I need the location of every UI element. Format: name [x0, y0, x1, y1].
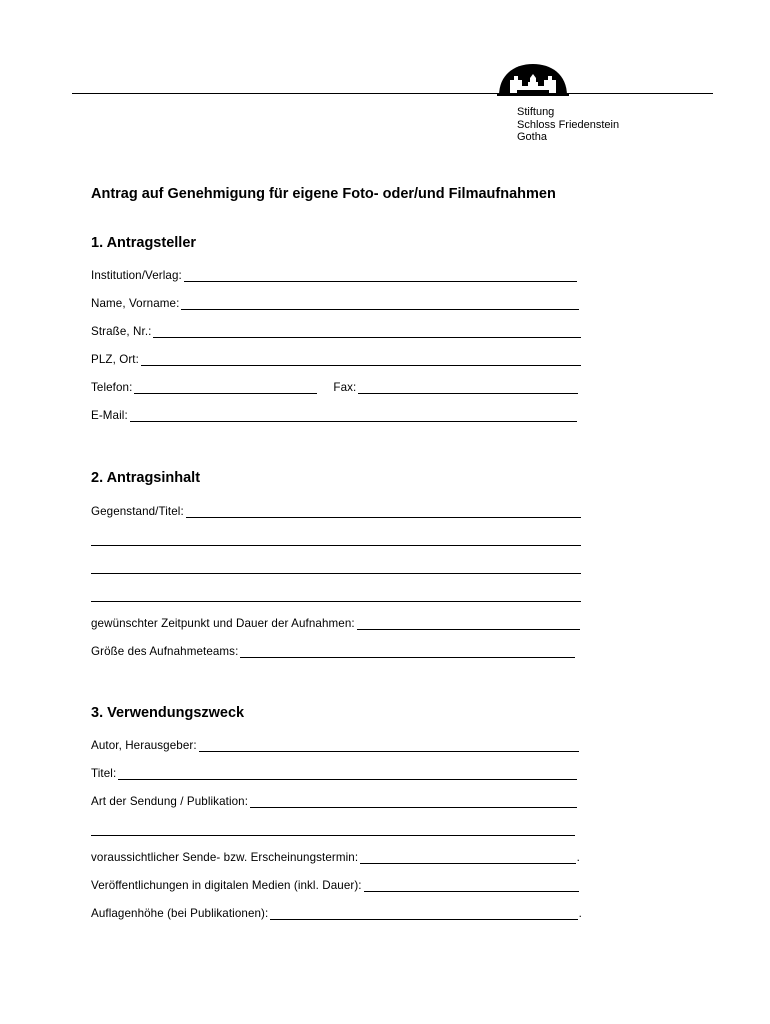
fax-blank[interactable]: [358, 381, 578, 394]
castle-logo-icon: [497, 62, 569, 96]
institution-blank[interactable]: [184, 269, 577, 282]
section-heading-purpose: 3. Verwendungszweck: [91, 705, 245, 721]
team-size-blank[interactable]: [240, 645, 575, 658]
document-title: Antrag auf Genehmigung für eigene Foto- oder/und Filmaufnahmen: [91, 186, 556, 202]
subject-label: Gegenstand/Titel:: [91, 505, 184, 518]
title-label: Titel:: [91, 767, 117, 780]
phone-label: Telefon:: [91, 381, 133, 394]
digital-media-label: Veröffentlichungen in digitalen Medien (inkl. Dauer):: [91, 879, 362, 892]
name-field[interactable]: [91, 294, 579, 310]
logo-line-1: Stiftung: [517, 106, 555, 118]
subject-continuation-2[interactable]: [91, 558, 581, 574]
circulation-terminator: .: [578, 907, 582, 920]
title-field[interactable]: [91, 764, 577, 780]
time-duration-blank[interactable]: [357, 617, 580, 630]
digital-media-blank[interactable]: [364, 879, 579, 892]
institution-label: Institution/Verlag:: [91, 269, 182, 282]
city-field[interactable]: [91, 350, 581, 366]
section-heading-content: 2. Antragsinhalt: [91, 470, 201, 486]
publication-type-continuation[interactable]: [91, 820, 575, 836]
release-date-field[interactable]: [91, 848, 580, 864]
author-blank[interactable]: [199, 739, 579, 752]
street-label: Straße, Nr.:: [91, 325, 152, 338]
subject-blank-3[interactable]: [91, 561, 581, 574]
logo-wordmark: [517, 106, 619, 144]
publication-type-field[interactable]: [91, 792, 577, 808]
publication-type-blank[interactable]: [250, 795, 577, 808]
city-blank[interactable]: [141, 353, 581, 366]
circulation-blank[interactable]: [270, 907, 577, 920]
time-duration-label: gewünschter Zeitpunkt und Dauer der Aufnahmen:: [91, 617, 355, 630]
header-rule: [72, 93, 713, 94]
phone-fax-row: [91, 378, 578, 394]
name-label: Name, Vorname:: [91, 297, 180, 310]
time-duration-field[interactable]: [91, 614, 580, 630]
circulation-label: Auflagenhöhe (bei Publikationen):: [91, 907, 269, 920]
author-field[interactable]: [91, 736, 579, 752]
institution-field[interactable]: [91, 266, 577, 282]
fax-label: Fax:: [333, 381, 357, 394]
publication-type-blank-2[interactable]: [91, 823, 575, 836]
publication-type-label: Art der Sendung / Publikation:: [91, 795, 249, 808]
subject-continuation-1[interactable]: [91, 530, 581, 546]
logo-line-3: Gotha: [517, 131, 547, 143]
name-blank[interactable]: [181, 297, 579, 310]
subject-continuation-3[interactable]: [91, 586, 581, 602]
release-date-label: voraussichtlicher Sende- bzw. Erscheinungstermin:: [91, 851, 359, 864]
title-blank[interactable]: [118, 767, 577, 780]
street-field[interactable]: [91, 322, 581, 338]
street-blank[interactable]: [153, 325, 581, 338]
logo-line-2: Schloss Friedenstein: [517, 118, 620, 131]
email-field[interactable]: [91, 406, 577, 422]
email-label: E-Mail:: [91, 409, 128, 422]
team-size-label: Größe des Aufnahmeteams:: [91, 645, 239, 658]
team-size-field[interactable]: [91, 642, 575, 658]
email-blank[interactable]: [130, 409, 577, 422]
circulation-field[interactable]: [91, 904, 582, 920]
digital-media-field[interactable]: [91, 876, 579, 892]
release-date-terminator: .: [576, 851, 580, 864]
phone-blank[interactable]: [134, 381, 317, 394]
subject-blank[interactable]: [186, 505, 581, 518]
subject-blank-4[interactable]: [91, 589, 581, 602]
city-label: PLZ, Ort:: [91, 353, 139, 366]
section-heading-applicant: 1. Antragsteller: [91, 235, 197, 251]
release-date-blank[interactable]: [360, 851, 576, 864]
subject-field[interactable]: [91, 502, 581, 518]
author-label: Autor, Herausgeber:: [91, 739, 197, 752]
subject-blank-2[interactable]: [91, 533, 581, 546]
